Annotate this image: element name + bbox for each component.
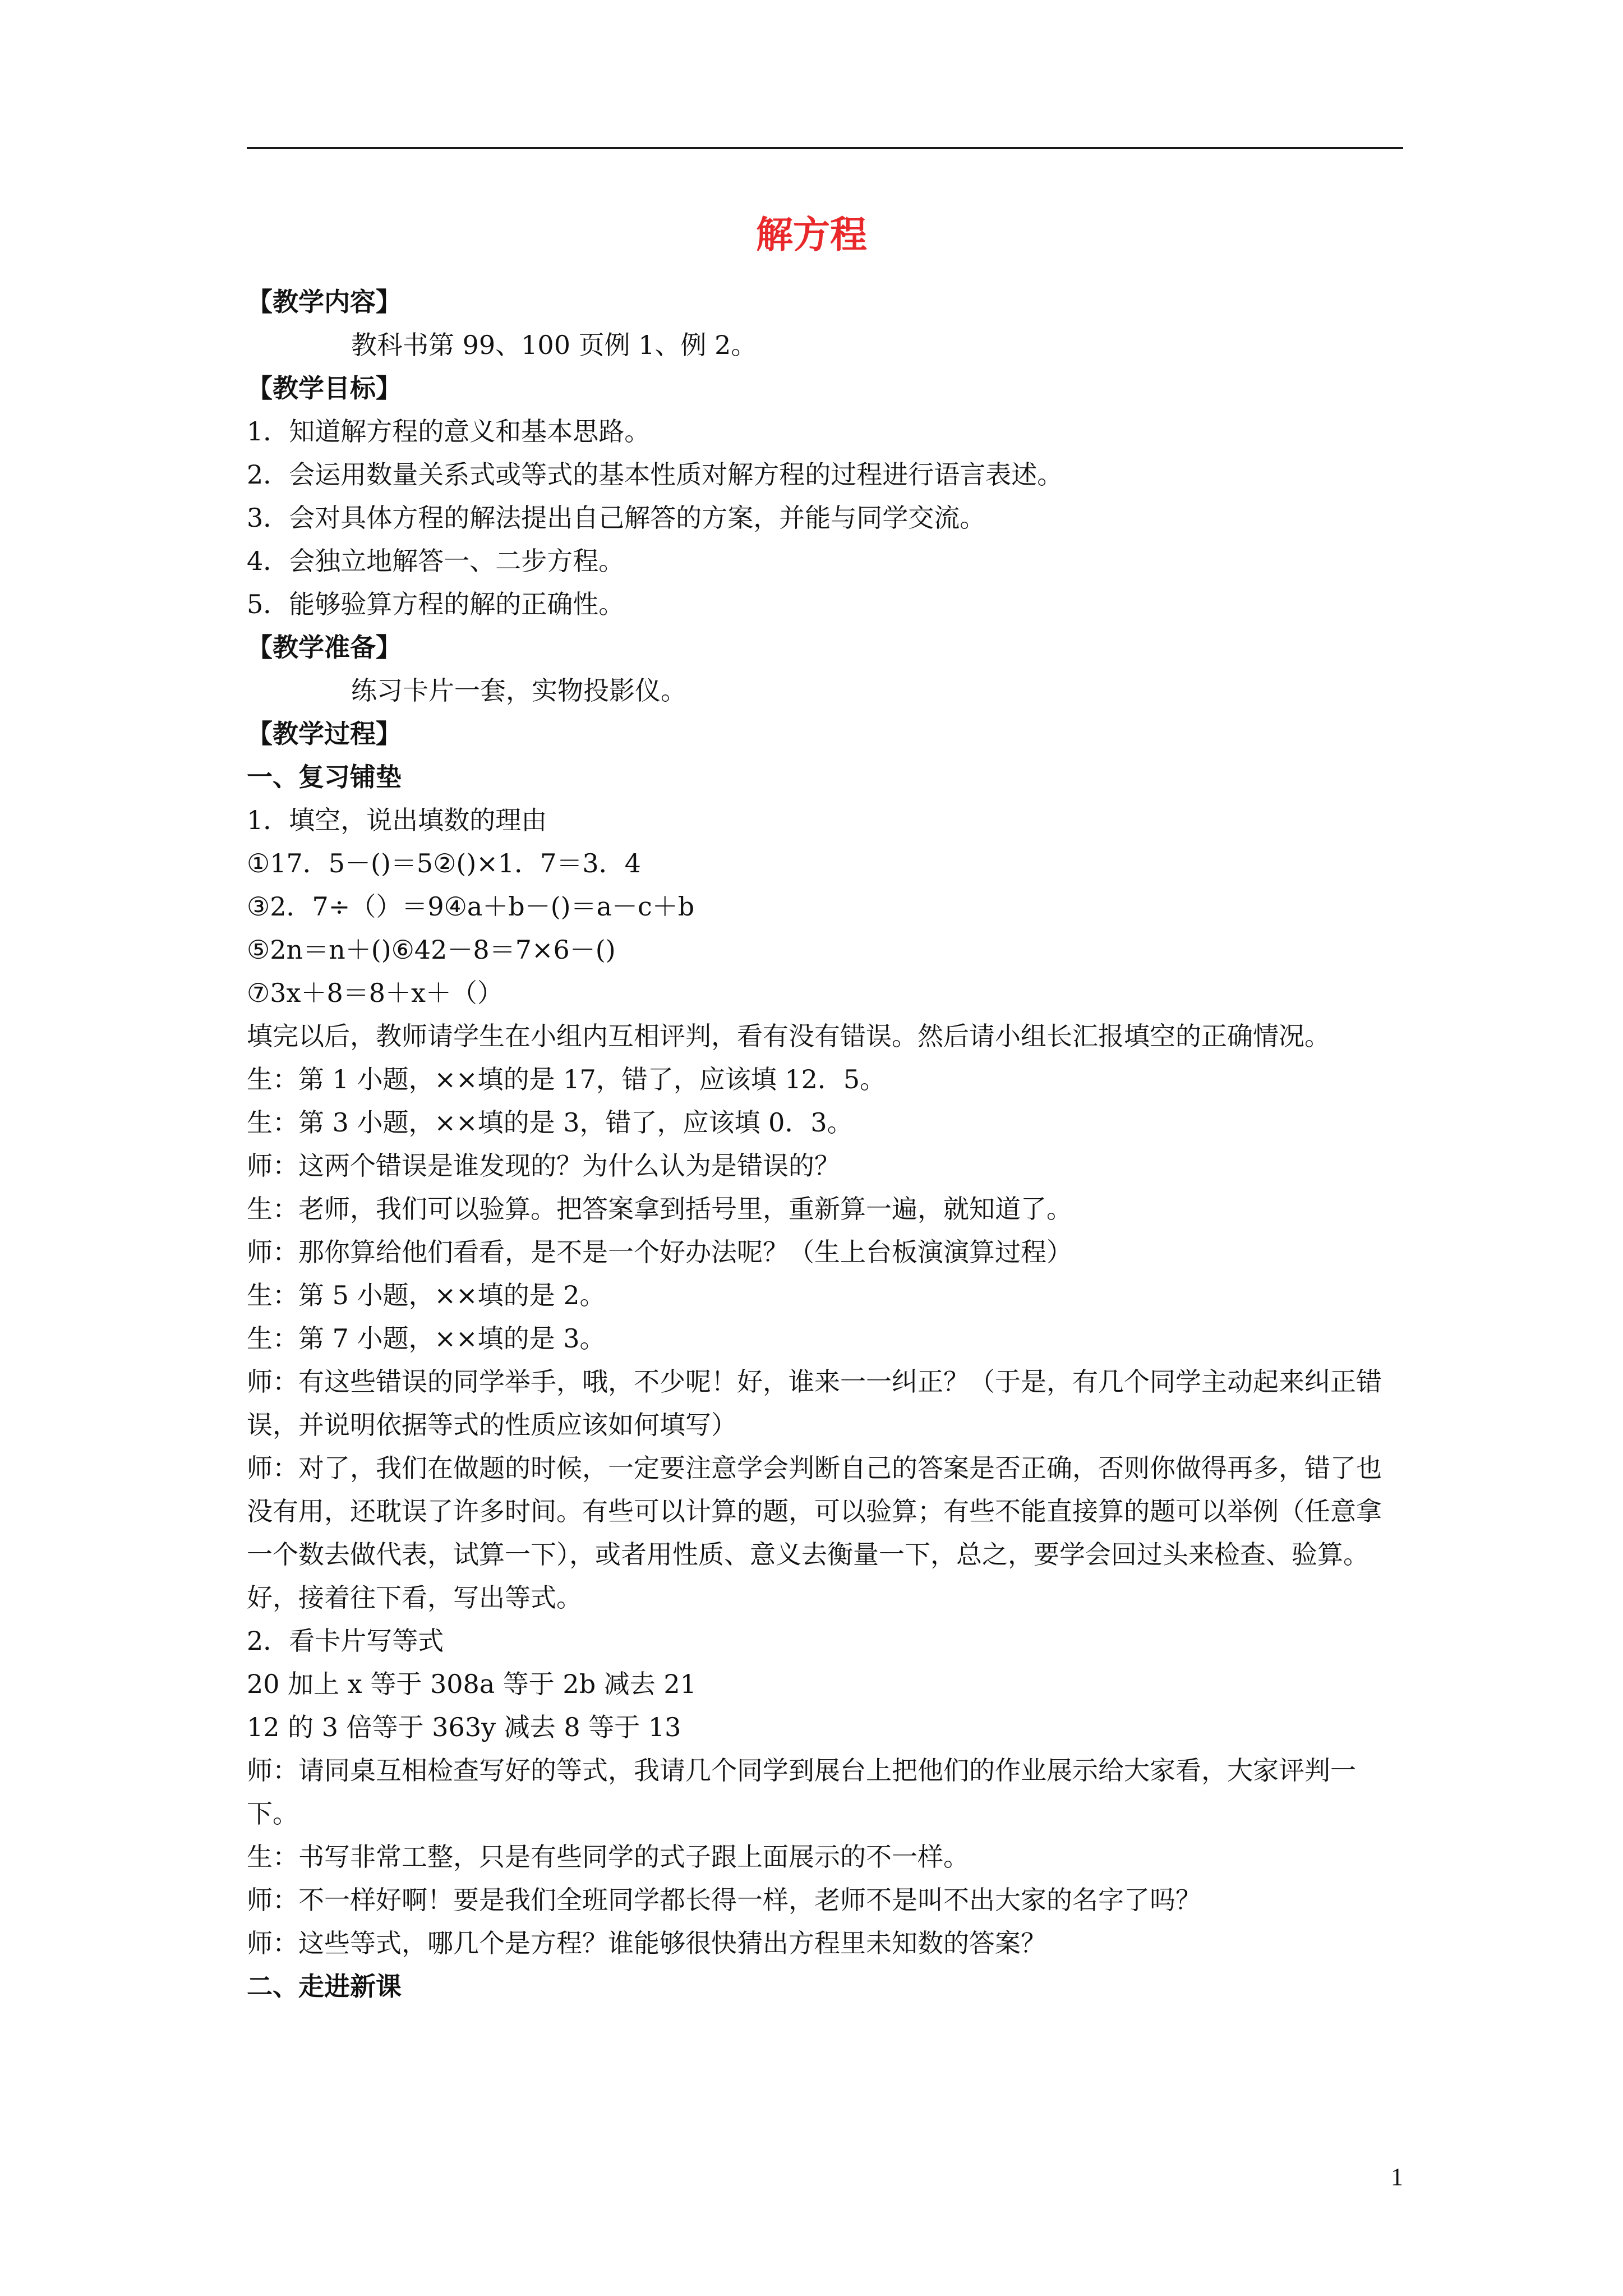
document-title: 解方程 <box>756 213 867 256</box>
body-line: 生：第 7 小题，××填的是 3。 <box>247 1323 606 1354</box>
body-line: ③2．7÷（）＝9④a＋b－()＝a－c＋b <box>247 891 695 922</box>
body-line: 生：第 5 小题，××填的是 2。 <box>247 1280 606 1310</box>
body-line: 12 的 3 倍等于 363y 减去 8 等于 13 <box>247 1712 681 1742</box>
section-heading: 【教学目标】 <box>247 373 402 403</box>
body-line: 师：不一样好啊！要是我们全班同学都长得一样，老师不是叫不出大家的名字了吗？ <box>247 1885 1201 1915</box>
body-line: 师：这些等式，哪几个是方程？谁能够很快猜出方程里未知数的答案？ <box>247 1928 1046 1958</box>
page-number: 1 <box>1391 2163 1403 2191</box>
body-line: 1．填空，说出填数的理由 <box>247 805 547 835</box>
header-rule <box>247 147 1403 149</box>
document-body <box>247 280 1402 2008</box>
body-line: ⑦3x＋8＝8＋x＋（） <box>247 978 503 1008</box>
body-line: 2．会运用数量关系式或等式的基本性质对解方程的过程进行语言表述。 <box>247 459 1063 490</box>
body-line: 生：老师，我们可以验算。把答案拿到括号里，重新算一遍，就知道了。 <box>247 1194 1072 1224</box>
body-line: 师：请同桌互相检查写好的等式，我请几个同学到展台上把他们的作业展示给大家看，大家评判一下。 <box>247 1755 1356 1829</box>
body-line: 师：对了，我们在做题的时候，一定要注意学会判断自己的答案是否正确，否则你做得再多，错了也没有用，还耽误了许多时间。有些可以计算的题，可以验算；有些不能直接算的题可以举例（任意拿一个数去做代表，试算一下），或者用性质、意义去衡量一下，总之，要学会回过头来检查、验算。好，接着往下看，写出等式。 <box>247 1453 1382 1613</box>
body-line: 5．能够验算方程的解的正确性。 <box>247 589 625 619</box>
section-heading: 【教学过程】 <box>247 719 402 749</box>
body-line: 生：第 1 小题，××填的是 17，错了，应该填 12．5。 <box>247 1064 886 1094</box>
section-heading: 二、走进新课 <box>247 1971 402 2001</box>
body-line: 练习卡片一套，实物投影仪。 <box>351 675 686 706</box>
body-line: 生：第 3 小题，××填的是 3，错了，应该填 0．3。 <box>247 1107 853 1138</box>
body-line: ⑤2n＝n＋()⑥42－8＝7×6－() <box>247 935 616 965</box>
body-line: 20 加上 x 等于 308a 等于 2b 减去 21 <box>247 1669 697 1699</box>
section-heading: 一、复习铺垫 <box>247 762 402 792</box>
body-line: 师：有这些错误的同学举手，哦，不少呢！好，谁来一一纠正？（于是，有几个同学主动起来纠正错误，并说明依据等式的性质应该如何填写） <box>247 1366 1382 1440</box>
body-line: 填完以后，教师请学生在小组内互相评判，看有没有错误。然后请小组长汇报填空的正确情况。 <box>247 1021 1330 1051</box>
body-line: 生：书写非常工整，只是有些同学的式子跟上面展示的不一样。 <box>247 1842 969 1872</box>
body-line: 1．知道解方程的意义和基本思路。 <box>247 416 651 447</box>
body-line: 教科书第 99、100 页例 1、例 2。 <box>351 330 757 360</box>
section-heading: 【教学内容】 <box>247 287 402 317</box>
body-line: 3．会对具体方程的解法提出自己解答的方案，并能与同学交流。 <box>247 503 986 533</box>
body-line: 2．看卡片写等式 <box>247 1626 444 1656</box>
section-heading: 【教学准备】 <box>247 632 402 662</box>
body-line: 师：那你算给他们看看，是不是一个好办法呢？（生上台板演演算过程） <box>247 1237 1072 1267</box>
body-line: 4．会独立地解答一、二步方程。 <box>247 546 625 576</box>
body-line: 师：这两个错误是谁发现的？为什么认为是错误的？ <box>247 1151 840 1181</box>
body-line: ①17．5－()＝5②()×1．7＝3．4 <box>247 848 641 878</box>
